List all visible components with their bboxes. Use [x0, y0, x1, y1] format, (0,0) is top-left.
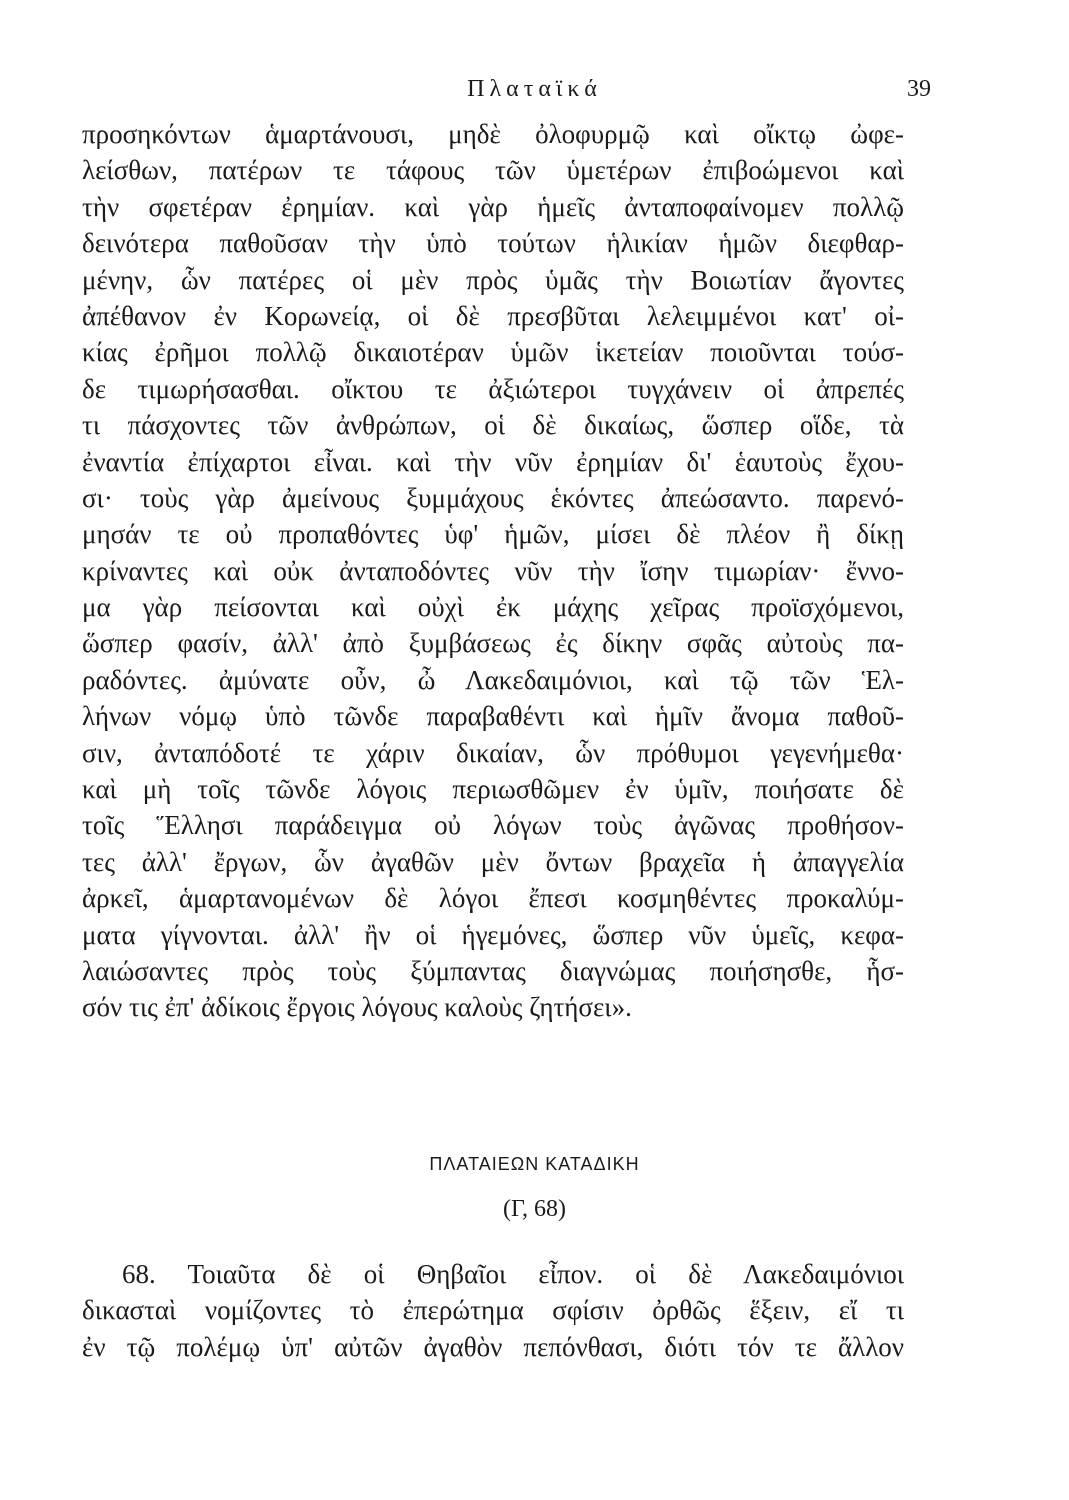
text-line: τι πάσχοντες τῶν ἀνθρώπων, οἱ δὲ δικαίως, ὥσπερ οἵδε, τὰ: [82, 410, 904, 441]
text-line: σιν, ἀνταπόδοτέ τε χάριν δικαίαν, ὧν πρόθυμοι γεγενήμεθα·: [82, 737, 904, 768]
text-line: καὶ μὴ τοῖς τῶνδε λόγοις περιωσθῶμεν ἐν ὑμῖν, ποιήσατε δὲ: [82, 774, 904, 805]
passage-1: [82, 116, 904, 1026]
text-line: δεινότερα παθοῦσαν τὴν ὑπὸ τούτων ἡλικίαν ἡμῶν διεφθαρ-: [82, 228, 904, 259]
text-line: ἀρκεῖ, ἁμαρτανομένων δὲ λόγοι ἔπεσι κοσμηθέντες προκαλύμ-: [82, 883, 904, 914]
text-line: δε τιμωρήσασθαι. οἴκτου τε ἀξιώτεροι τυγχάνειν οἱ ἀπρεπές: [82, 373, 904, 404]
passage-2: [82, 1256, 904, 1365]
text-line: ἀπέθανον ἐν Κορωνείᾳ, οἱ δὲ πρεσβῦται λελειμμένοι κατ' οἰ-: [82, 300, 904, 331]
section-heading: ΠΛΑΤΑΙΕΩΝ ΚΑΤΑΔΙΚΗ: [429, 1154, 640, 1174]
text-line: ἐν τῷ πολέμῳ ὑπ' αὐτῶν ἀγαθὸν πεπόνθασι, διότι τόν τε ἄλλον: [82, 1331, 904, 1362]
text-line: δικασταὶ νομίζοντες τὸ ἐπερώτημα σφίσιν ὀρθῶς ἕξειν, εἴ τι: [82, 1295, 904, 1326]
text-line: μησάν τε οὐ προπαθόντες ὑφ' ἡμῶν, μίσει δὲ πλέον ἢ δίκῃ: [82, 519, 904, 550]
text-line: ἐναντία ἐπίχαρτοι εἶναι. καὶ τὴν νῦν ἐρημίαν δι' ἑαυτοὺς ἔχου-: [82, 446, 904, 477]
text-line: σόν τις ἐπ' ἀδίκοις ἔργοις λόγους καλοὺς ζητήσει».: [82, 992, 632, 1023]
text-line: σι· τοὺς γὰρ ἀμείνους ξυμμάχους ἑκόντες ἀπεώσαντο. παρενό-: [82, 482, 904, 513]
text-line: ματα γίγνονται. ἀλλ' ἢν οἱ ἡγεμόνες, ὥσπερ νῦν ὑμεῖς, κεφα-: [82, 919, 904, 950]
text-line: μένην, ὧν πατέρες οἱ μὲν πρὸς ὑμᾶς τὴν Βοιωτίαν ἄγοντες: [82, 264, 904, 295]
text-line: τες ἀλλ' ἔργων, ὧν ἀγαθῶν μὲν ὄντων βραχεῖα ἡ ἀπαγγελία: [82, 846, 904, 877]
text-line: κίας ἐρῆμοι πολλῷ δικαιοτέραν ὑμῶν ἱκετείαν ποιοῦνται τούσ-: [82, 337, 904, 368]
page-number: 39: [907, 76, 931, 102]
text-line: λείσθων, πατέρων τε τάφους τῶν ὑμετέρων ἐπιβοώμενοι καὶ: [82, 155, 904, 186]
text-line: λαιώσαντες πρὸς τοὺς ξύμπαντας διαγνώμας ποιήσησθε, ἧσ-: [82, 955, 904, 986]
text-line: 68. Τοιαῦτα δὲ οἱ Θηβαῖοι εἶπον. οἱ δὲ Λακεδαιμόνιοι: [122, 1259, 904, 1289]
text-line: κρίναντες καὶ οὐκ ἀνταποδόντες νῦν τὴν ἴσην τιμωρίαν· ἔννο-: [82, 555, 904, 586]
section-reference: (Γ, 68): [503, 1196, 566, 1222]
text-line: τὴν σφετέραν ἐρημίαν. καὶ γὰρ ἡμεῖς ἀνταποφαίνομεν πολλῷ: [82, 191, 904, 222]
running-head-title: Πλαταϊκά: [467, 76, 602, 102]
text-line: ὥσπερ φασίν, ἀλλ' ἀπὸ ξυμβάσεως ἐς δίκην σφᾶς αὐτοὺς πα-: [82, 628, 904, 659]
text-line: ραδόντες. ἀμύνατε οὖν, ὦ Λακεδαιμόνιοι, καὶ τῷ τῶν Ἑλ-: [82, 664, 904, 695]
text-line: λήνων νόμῳ ὑπὸ τῶνδε παραβαθέντι καὶ ἡμῖν ἄνομα παθοῦ-: [82, 701, 904, 732]
text-line: προσηκόντων ἁμαρτάνουσι, μηδὲ ὀλοφυρμῷ καὶ οἴκτῳ ὠφε-: [82, 119, 904, 149]
text-line: τοῖς Ἕλλησι παράδειγμα οὐ λόγων τοὺς ἀγῶνας προθήσον-: [82, 810, 904, 841]
text-line: μα γὰρ πείσονται καὶ οὐχὶ ἐκ μάχης χεῖρας προϊσχόμενοι,: [82, 592, 904, 623]
